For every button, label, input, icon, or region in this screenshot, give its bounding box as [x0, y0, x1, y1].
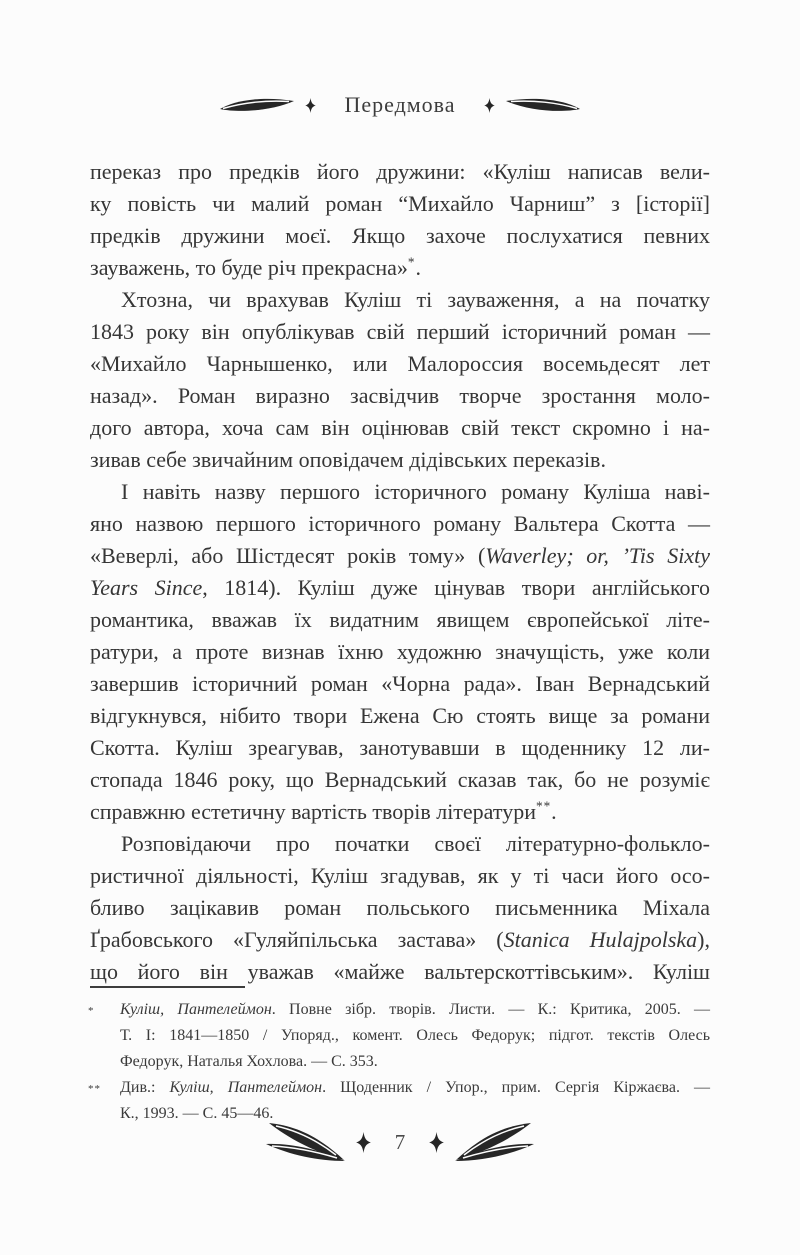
footnote-marker: ** — [88, 1083, 101, 1095]
text-segment: предків дружини моєї. Якщо захоче послухатися певних — [90, 223, 710, 248]
diamond-star-icon — [356, 1132, 371, 1153]
text-segment: Скотта. Куліш зреагував, занотувавши в щоденнику 12 ли- — [90, 735, 710, 760]
text-segment: «Веверлі, або Шістдесят років тому» ( — [90, 543, 486, 568]
text-line — [90, 892, 710, 924]
text-line — [90, 860, 710, 892]
text-line — [90, 412, 710, 444]
text-line — [90, 668, 710, 700]
text-line — [90, 188, 710, 220]
text-line — [120, 997, 710, 1023]
text-segment: справжню естетичну вартість творів літератури — [90, 799, 536, 824]
text-segment: ку повість чи малий роман “Михайло Чарниш” з [історії] — [90, 191, 710, 216]
text-segment: назад». Роман виразно засвідчив творче зростання моло- — [90, 383, 710, 408]
text-segment: романтика, вважав їх видатним явищем європейської літе- — [90, 607, 710, 632]
wing-ornament-icon — [266, 1122, 348, 1162]
text-segment: . Повне зібр. творів. Листи. — К.: Критика, 2005. — — [271, 1001, 710, 1018]
text-segment: І навіть назву першого історичного роману Куліша наві- — [121, 479, 710, 504]
text-segment: Т. І: 1841—1850 / Упоряд., комент. Олесь Федорук; підгот. текстів Олесь — [120, 1027, 710, 1044]
footnotes-section — [90, 986, 710, 1127]
text-segment: завершив історичний роман «Чорна рада». Іван Вернадський — [90, 671, 710, 696]
text-line — [90, 956, 710, 988]
page-number: 7 — [394, 1129, 406, 1154]
text-segment: Куліш, Пантелеймон — [120, 1001, 272, 1018]
footnote-reference-marker: * — [407, 254, 416, 270]
text-segment: «Михайло Чарнышенко, или Малороссия восемьдесят лет — [90, 351, 710, 376]
text-segment: Федорук, Наталья Хохлова. — С. 353. — [120, 1053, 378, 1070]
text-segment: . Щоденник / Упор., прим. Сергія Кіржаєва. — — [322, 1079, 711, 1096]
text-segment: зауважень, то буде річ прекрасна» — [90, 255, 408, 280]
wing-ornament-icon — [452, 1122, 534, 1162]
text-segment: яно назвою першого історичного роману Вальтера Скотта — — [90, 511, 710, 536]
text-line — [90, 604, 710, 636]
text-segment: . — [415, 255, 421, 280]
text-line — [90, 796, 710, 828]
text-segment: відгукнувся, нібито твори Ежена Сю стоять вище за романи — [90, 703, 710, 728]
text-segment: Stanica Hulajpolska — [503, 927, 698, 952]
text-line — [90, 508, 710, 540]
text-segment: Див.: — [120, 1079, 170, 1096]
diamond-star-icon — [484, 98, 495, 113]
text-line — [120, 1023, 710, 1049]
footnote-separator — [90, 986, 245, 988]
chapter-title: Передмова — [344, 92, 456, 117]
text-line — [90, 764, 710, 796]
text-segment: ратури, а проте визнав їхню художню значущість, уже коли — [90, 639, 710, 664]
body-paragraphs — [90, 156, 710, 988]
text-line — [90, 732, 710, 764]
paragraph — [90, 284, 710, 476]
footnotes-list — [90, 997, 710, 1127]
text-line — [90, 700, 710, 732]
footnote — [90, 1075, 710, 1127]
leaf-ornament-icon — [505, 96, 581, 114]
text-line — [90, 444, 710, 476]
text-line — [90, 476, 710, 508]
text-segment: . — [551, 799, 557, 824]
text-line — [90, 252, 710, 284]
text-segment: Ґрабовського «Гуляйпільська застава» ( — [90, 927, 504, 952]
leaf-ornament-icon — [219, 96, 295, 114]
text-segment: бливо зацікавив роман польського письменника Міхала — [90, 895, 710, 920]
diamond-star-icon — [429, 1132, 444, 1153]
text-line — [90, 828, 710, 860]
page-footer — [0, 1122, 800, 1162]
text-segment: Waverley; or, ’Tis Sixty — [485, 543, 711, 568]
text-segment: Куліш, Пантелеймон — [169, 1079, 323, 1096]
text-line — [90, 348, 710, 380]
footnote-marker: * — [88, 1005, 95, 1017]
text-segment: Хтозна, чи врахував Куліш ті зауваження, а на початку — [121, 287, 710, 312]
text-line — [90, 924, 710, 956]
text-line — [90, 220, 710, 252]
text-line — [120, 1049, 710, 1075]
text-line — [90, 540, 710, 572]
text-segment: 1843 року він опублікував свій перший історичний роман — — [90, 319, 710, 344]
text-segment: переказ про предків його дружини: «Куліш написав вели- — [90, 159, 710, 184]
text-segment: Years Since — [90, 575, 203, 600]
text-segment: , 1814). Куліш дуже цінував твори англійського — [202, 575, 710, 600]
paragraph — [90, 476, 710, 828]
text-segment: К., 1993. — С. 45—46. — [120, 1105, 274, 1122]
text-segment: ), — [697, 927, 710, 952]
text-line — [120, 1075, 710, 1101]
paragraph — [90, 156, 710, 284]
text-line — [90, 156, 710, 188]
text-line — [90, 316, 710, 348]
text-segment: зивав себе звичайним оповідачем дідівських переказів. — [90, 447, 606, 472]
text-line — [90, 636, 710, 668]
diamond-star-icon — [305, 98, 316, 113]
text-line — [90, 284, 710, 316]
chapter-header — [0, 92, 800, 118]
text-segment: дого автора, хоча сам він оцінював свій текст скромно і на- — [90, 415, 710, 440]
text-segment: стопада 1846 року, що Вернадський сказав так, бо не розуміє — [90, 767, 710, 792]
text-segment: Розповідаючи про початки своєї літературно-фолькло- — [121, 831, 710, 856]
text-line — [90, 380, 710, 412]
footnote-reference-marker: ** — [535, 798, 552, 814]
footnote — [90, 997, 710, 1075]
text-segment: ристичної діяльності, Куліш згадував, як у ті часи його осо- — [90, 863, 710, 888]
text-segment: що його він уважав «майже вальтерскоттівським». Куліш — [90, 959, 710, 984]
text-line — [90, 572, 710, 604]
paragraph — [90, 828, 710, 988]
